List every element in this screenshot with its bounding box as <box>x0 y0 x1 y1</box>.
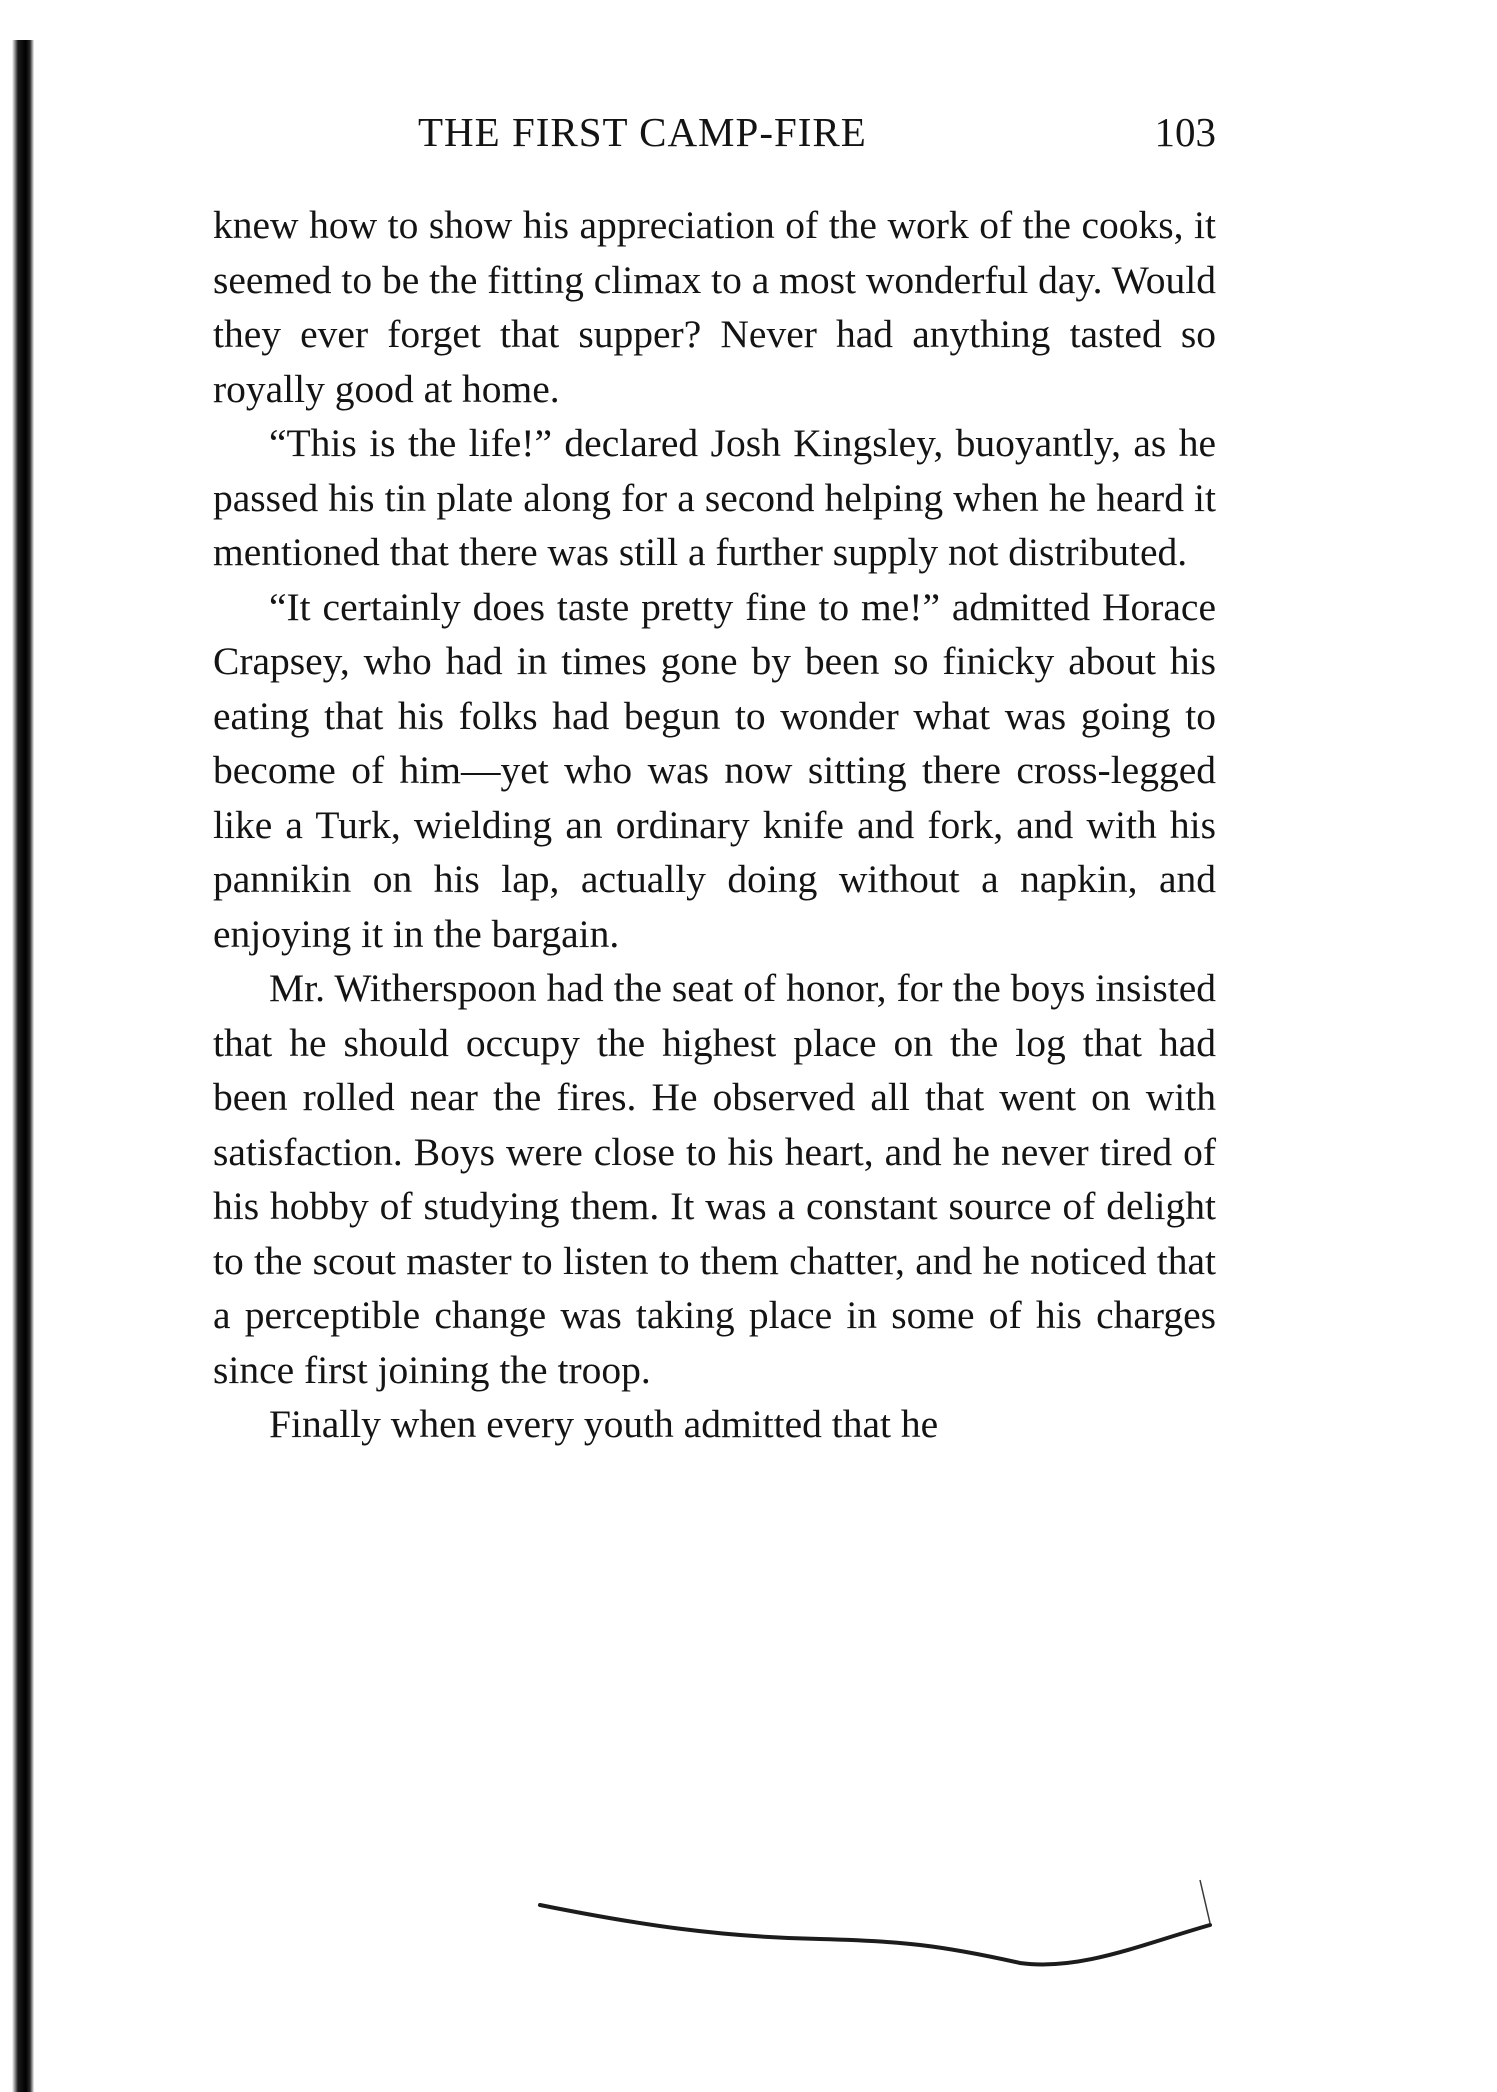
body-text <box>213 198 1216 1452</box>
paragraph-4: Mr. Witherspoon had the seat of honor, for the boys insisted that he should occupy the highest place on the log that had been rolled near the fires. He observed all that went on with satisfaction. Boys were close to his heart, and he never tired of his hobby of studying them. It was a constant source of delight to the scout master to listen to them chatter, and he noticed that a perceptible change was taking place in some of his charges since first joining the troop. <box>213 966 1216 1392</box>
chapter-title: THE FIRST CAMP-FIRE <box>418 109 867 155</box>
running-head <box>213 108 1216 168</box>
paragraph-1: knew how to show his appreciation of the work of the cooks, it seemed to be the fitting climax to a most wonderful day. Would they ever forget that supper? Never had anything tasted so royally good at home. <box>213 203 1216 411</box>
paragraph-2: “This is the life!” declared Josh Kingsley, buoyantly, as he passed his tin plate along for a second helping when he heard it mentioned that there was still a further supply not distributed. <box>213 421 1216 574</box>
decorative-ink-rule <box>520 1875 1220 1985</box>
paragraph-3: “It certainly does taste pretty fine to me!” admitted Horace Crapsey, who had in times gone by been so finicky about his eating that his folks had begun to wonder what was going to become of him—yet who was now sitting there cross-legged like a Turk, wielding an ordinary knife and fork, and with his pannikin on his lap, actually doing without a napkin, and enjoying it in the bargain. <box>213 584 1216 956</box>
page-number: 103 <box>1154 109 1216 155</box>
paragraph-5: Finally when every youth admitted that he <box>269 1402 939 1446</box>
page-binding-edge <box>0 40 34 2092</box>
